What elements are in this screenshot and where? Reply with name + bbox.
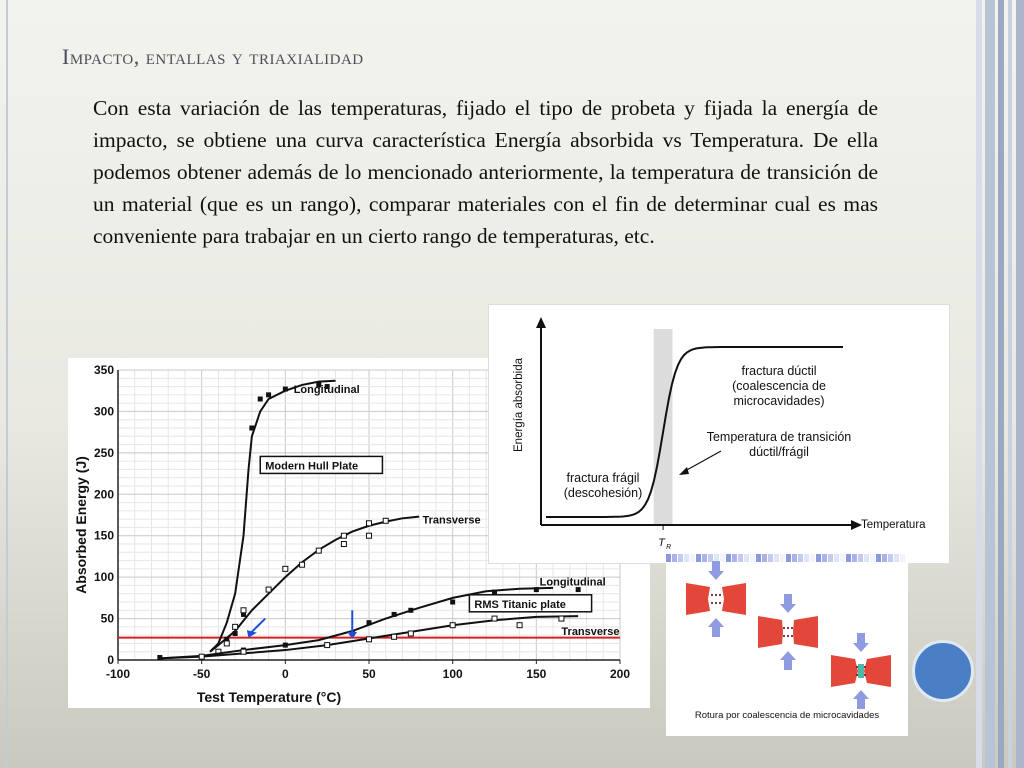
y-axis-label: Absorbed Energy (J) — [73, 456, 89, 594]
specimen-stage-2-void — [791, 627, 793, 629]
titanic-transverse-point — [392, 634, 397, 639]
color-strip-cell — [840, 554, 845, 562]
ductile-fracture-label: fractura dúctil — [741, 364, 817, 378]
transition-pointer-head — [679, 467, 689, 475]
specimen-stage-3-void — [864, 674, 866, 676]
color-strip-cell — [864, 554, 869, 562]
titanic-longitudinal-point — [492, 590, 497, 595]
slide-title: Impacto, entallas y triaxialidad — [62, 44, 364, 69]
titanic-transverse-point — [408, 631, 413, 636]
titanic-transverse-point — [241, 649, 246, 654]
transition-temp-label: Temperatura de transición — [706, 430, 852, 444]
y-tick-label: 50 — [100, 611, 114, 626]
y-tick-label: 150 — [93, 528, 114, 543]
titanic-longitudinal-label: Longitudinal — [539, 576, 606, 589]
color-strip-cell — [768, 554, 773, 562]
color-strip-cell — [870, 554, 875, 562]
color-strip-cell — [702, 554, 707, 562]
hull-transverse-point — [266, 587, 271, 592]
color-strip-cell — [732, 554, 737, 562]
x-tick-label: 50 — [362, 667, 376, 681]
hull-transverse-point — [241, 608, 246, 613]
color-strip-cell — [822, 554, 827, 562]
specimen-stage-2-void — [787, 635, 789, 637]
transition-curve-chart — [489, 305, 949, 563]
color-strip-cell — [678, 554, 683, 562]
brittle-fracture-label: (descohesión) — [563, 486, 643, 500]
rms-titanic-plate-label: RMS Titanic plate — [474, 598, 566, 611]
specimen-stage-2-void — [791, 635, 793, 637]
specimen-stage-2-arrow-up — [780, 651, 796, 670]
color-strip-cell — [684, 554, 689, 562]
specimen-stage-3-void — [864, 666, 866, 668]
titanic-longitudinal-point — [283, 643, 288, 648]
hull-transverse-label: Transverse — [422, 514, 481, 527]
left-border-line — [6, 0, 8, 768]
titanic-longitudinal-point — [392, 612, 397, 617]
color-strip-cell — [876, 554, 881, 562]
color-strip-cell — [804, 554, 809, 562]
specimen-stage-1-arrow-down — [708, 561, 724, 580]
color-strip-cell — [798, 554, 803, 562]
specimen-stage-3-arrow-up — [853, 690, 869, 709]
color-strip-cell — [888, 554, 893, 562]
modern-hull-plate-label: Modern Hull Plate — [265, 460, 359, 473]
color-strip-cell — [786, 554, 791, 562]
fracture-caption: Rotura por coalescencia de microcavidades — [694, 710, 880, 721]
color-strip-cell — [846, 554, 851, 562]
hull-longitudinal-label: Longitudinal — [293, 384, 360, 397]
color-strip-cell — [714, 554, 719, 562]
specimen-stage-1-void — [711, 602, 713, 604]
hull-transverse-point — [367, 521, 372, 526]
color-strip-cell — [894, 554, 899, 562]
color-strip-cell — [672, 554, 677, 562]
y-tick-label: 200 — [93, 487, 114, 502]
specimen-stage-3-crack — [858, 664, 864, 678]
specimen-stage-1-arrow-up — [708, 618, 724, 637]
color-strip-cell — [666, 554, 671, 562]
specimen-stage-3-void — [856, 674, 858, 676]
hull-transverse-point — [224, 641, 229, 646]
specimen-stage-1-void — [715, 594, 717, 596]
color-strip-cell — [810, 554, 815, 562]
specimen-stage-1-left-half — [686, 583, 710, 615]
specimen-stage-3-void — [856, 666, 858, 668]
decorative-circle — [912, 640, 974, 702]
ductile-fracture-label: (coalescencia de — [732, 379, 826, 393]
transition-temp-tick: T — [658, 537, 665, 549]
hull-longitudinal-curve — [210, 381, 335, 652]
specimen-stage-3-arrow-down — [853, 633, 869, 652]
color-strip-cell — [750, 554, 755, 562]
color-strip-cell — [900, 554, 905, 562]
hull-transverse-point — [283, 566, 288, 571]
specimen-stage-2 — [758, 594, 818, 670]
specimen-stage-2-void — [783, 627, 785, 629]
hull-transverse-point — [341, 533, 346, 538]
titanic-longitudinal-point — [534, 587, 539, 592]
titanic-longitudinal-point — [450, 600, 455, 605]
color-strip-cell — [744, 554, 749, 562]
color-strip-cell — [852, 554, 857, 562]
x-tick-label: 150 — [526, 667, 547, 681]
color-strip-cell — [828, 554, 833, 562]
hull-longitudinal-point — [283, 387, 288, 392]
y-tick-label: 350 — [93, 363, 114, 377]
color-strip-cell — [756, 554, 761, 562]
color-strip-cell — [780, 554, 785, 562]
hull-longitudinal-point — [258, 397, 263, 402]
y-tick-label: 250 — [93, 445, 114, 460]
x-tick-label: -100 — [105, 667, 131, 681]
color-strip-cell — [792, 554, 797, 562]
color-strip-cell — [720, 554, 725, 562]
titanic-longitudinal-point — [367, 620, 372, 625]
transition-pointer — [685, 451, 721, 471]
hull-transverse-point — [300, 562, 305, 567]
titanic-transverse-point — [517, 623, 522, 628]
specimen-stage-1-right-half — [722, 583, 746, 615]
specimen-stage-3-left-half — [831, 655, 858, 687]
titanic-transverse-point — [559, 616, 564, 621]
x-tick-label: 200 — [609, 667, 631, 681]
color-strip-cell — [834, 554, 839, 562]
titanic-longitudinal-point — [408, 608, 413, 613]
x-tick-label: -50 — [192, 667, 211, 681]
brittle-fracture-label: fractura frágil — [566, 471, 640, 485]
specimen-stage-1-void — [711, 594, 713, 596]
hull-transverse-point — [383, 518, 388, 523]
x-axis-label: Test Temperature (°C) — [196, 689, 342, 705]
titanic-transverse-point — [325, 643, 330, 648]
color-strip-cell — [882, 554, 887, 562]
color-strip-cell — [690, 554, 695, 562]
specimen-stage-1-void — [715, 602, 717, 604]
color-strip-cell — [774, 554, 779, 562]
transition-temp-label: dúctil/frágil — [749, 445, 809, 459]
y-tick-label: 0 — [107, 653, 114, 667]
x-tick-label: 0 — [281, 667, 289, 681]
transition-curve-panel — [488, 304, 950, 564]
x-tick-label: 100 — [442, 667, 463, 681]
y-tick-label: 100 — [93, 570, 114, 585]
fracture-diagram — [666, 554, 908, 736]
hull-transverse-curve — [210, 517, 419, 652]
color-strip-cell — [816, 554, 821, 562]
color-strip-cell — [696, 554, 701, 562]
specimen-stage-2-left-half — [758, 616, 783, 648]
specimen-stage-2-void — [783, 635, 785, 637]
specimen-stage-2-void — [787, 627, 789, 629]
color-strip-cell — [726, 554, 731, 562]
right-decoration — [976, 0, 1024, 768]
y-axis-label: Energía absorbida — [513, 358, 525, 452]
hull-transverse-point — [233, 624, 238, 629]
body-paragraph: Con esta variación de las temperaturas, fijado el tipo de probeta y fijada la energía de impacto, se obtiene una curva característica Energía absorbida vs Temperatura. De ella podemos obtener además de lo mencionado anteriormente, la temperatura de transición de un material (que es un rango), comparar materiales con el fin de determinar cual es mas conveniente para trabajar en un cierto rango de temperaturas, etc. — [93, 96, 878, 248]
titanic-transverse-point — [492, 616, 497, 621]
y-tick-label: 300 — [93, 404, 114, 419]
color-strip-cell — [708, 554, 713, 562]
color-strip-cell — [762, 554, 767, 562]
specimen-stage-1-void — [719, 594, 721, 596]
x-axis-label: Temperatura — [861, 519, 926, 531]
specimen-stage-2-arrow-down — [780, 594, 796, 613]
hull-transverse-point — [341, 542, 346, 547]
color-strip-cell — [858, 554, 863, 562]
titanic-transverse-point — [199, 654, 204, 659]
hull-longitudinal-point — [249, 426, 254, 431]
transition-temp-tick-sub: R — [666, 544, 672, 551]
hull-longitudinal-point — [266, 392, 271, 397]
hull-transverse-point — [316, 548, 321, 553]
fracture-diagram-panel — [666, 554, 908, 736]
titanic-transverse-label: Transverse — [561, 626, 620, 639]
specimen-stage-1 — [686, 561, 746, 637]
color-strip-cell — [738, 554, 743, 562]
hull-transverse-point — [367, 533, 372, 538]
titanic-transverse-point — [367, 637, 372, 642]
specimen-stage-2-right-half — [793, 616, 818, 648]
y-axis-arrow — [536, 317, 546, 328]
specimen-stage-3-right-half — [864, 655, 891, 687]
titanic-transverse-point — [450, 623, 455, 628]
ductile-fracture-label: microcavidades) — [733, 394, 825, 408]
specimen-stage-1-void — [719, 602, 721, 604]
